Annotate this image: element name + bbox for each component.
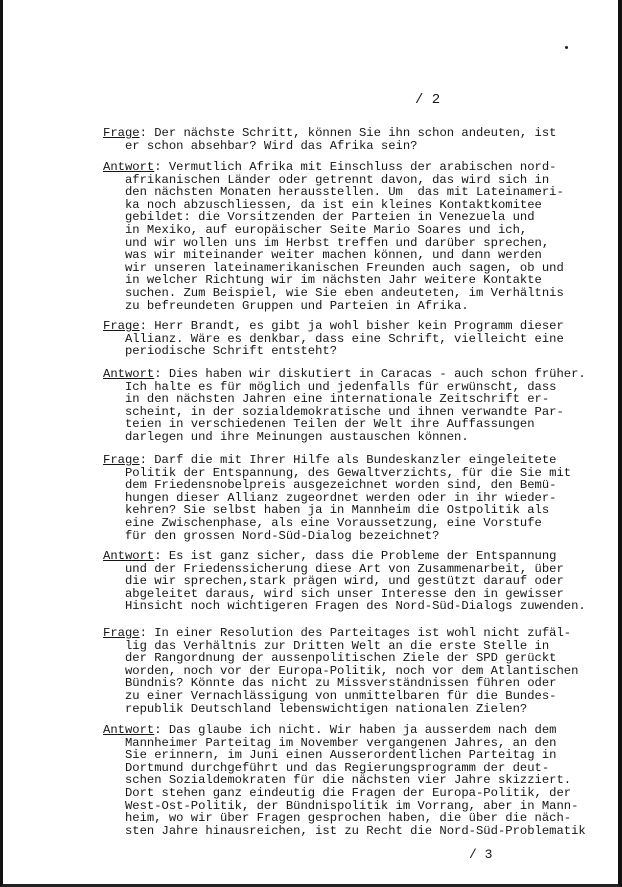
qa-block xyxy=(103,723,586,838)
qa-block xyxy=(103,454,583,542)
line-text: dem Friedensnobelpreis ausgezeichnet worden sind, den Bemü- xyxy=(103,478,557,493)
text-line xyxy=(103,140,583,153)
line-text: sten Jahre hinausreichen, ist zu Recht die Nord-Süd-Problematik xyxy=(103,823,586,838)
line-text: : Es ist ganz sicher, dass die Probleme der Entspannung xyxy=(154,549,557,563)
text-line xyxy=(103,345,583,358)
line-text: : Darf die mit Ihrer Hilfe als Bundeskanzler eingeleitete xyxy=(139,453,557,467)
line-text: Sie erinnern, im Juni einen Ausserordentlichen Parteitag in xyxy=(103,748,557,763)
qa-block xyxy=(103,161,583,312)
line-text: den nächsten Monaten herausstellen. Um das mit Lateinameri- xyxy=(103,185,564,200)
line-text: periodische Schrift entsteht? xyxy=(103,344,338,359)
qa-block xyxy=(103,367,586,444)
line-text: republik Deutschland lebenswichtigen nationalen Zielen? xyxy=(103,701,528,716)
line-text: : Dies haben wir diskutiert in Caracas - auch schon früher. xyxy=(154,367,586,381)
scan-speck xyxy=(565,46,568,49)
text-line xyxy=(103,530,583,543)
line-text: schen Sozialdemokraten für die nächsten vier Jahre skizziert. xyxy=(103,773,572,788)
line-text: der Rangordnung der aussenpolitischen Ziele der SPD gerückt xyxy=(103,651,557,666)
qa-block xyxy=(103,549,586,614)
line-text: afrikanischen Länder oder getrennt davon, das wird sich in xyxy=(103,172,550,187)
line-text: heim, wo wir über Fragen gesprochen haben, die über die näch- xyxy=(103,811,572,826)
line-text: was wir miteinander weiter machen können, und dann werden xyxy=(103,248,542,263)
line-text: lig das Verhältnis zur Dritten Welt an die erste Stelle in xyxy=(103,638,550,653)
line-text: und wir wollen uns im Herbst treffen und darüber sprechen, xyxy=(103,235,550,250)
line-text: Hinsicht noch wichtigeren Fragen des Nord-Süd-Dialogs zuwenden. xyxy=(103,599,586,614)
speaker-label: Frage xyxy=(103,319,140,333)
line-text: worden, noch vor der Europa-Politik, noch vor dem Atlantischen xyxy=(103,663,579,678)
line-text: scheint, in der sozialdemokratische und ihnen verwandte Par- xyxy=(103,404,564,419)
line-text: Bündnis? Könnte das nicht zu Missverständnissen führen oder xyxy=(103,676,557,691)
line-text: Dort stehen ganz eindeutig die Fragen der Europa-Politik, der xyxy=(103,785,572,800)
text-line xyxy=(103,823,586,838)
line-text: : Herr Brandt, es gibt ja wohl bisher kein Programm dieser xyxy=(139,319,564,333)
line-text: Mannheimer Parteitag im November vergangenen Jahres, an den xyxy=(103,735,557,750)
text-line xyxy=(103,300,583,313)
line-text: darlegen und ihre Meinungen austauschen können. xyxy=(103,429,469,444)
line-text: er schon absehbar? Wird das Afrika sein? xyxy=(103,138,418,153)
line-text: in Mexiko, auf europäischer Seite Mario Soares und ich, xyxy=(103,222,528,237)
line-text: zu einer Vernachlässigung von unmittelbaren für die Bundes- xyxy=(103,688,557,703)
line-text: : Vermutlich Afrika mit Einschluss der arabischen nord- xyxy=(154,160,557,174)
line-text: Dortmund durchgeführt und das Regierungsprogramm der deut- xyxy=(103,760,550,775)
line-text: : Der nächste Schritt, können Sie ihn schon andeuten, ist xyxy=(139,126,557,140)
speaker-label: Antwort xyxy=(103,367,155,381)
line-text: eine Zwischenphase, als eine Voraussetzung, eine Vorstufe xyxy=(103,515,542,530)
page-number-bottom: / 3 xyxy=(469,847,493,862)
line-text: Politik der Entspannung, des Gewaltverzichts, für die Sie mit xyxy=(103,465,572,480)
line-text: suchen. Zum Beispiel, wie Sie eben andeuteten, im Verhältnis xyxy=(103,285,564,300)
line-text: hungen dieser Allianz zugeordnet werden oder in ihr wieder- xyxy=(103,490,557,505)
speaker-label: Frage xyxy=(103,126,140,140)
line-text: Ich halte es für möglich und jedenfalls für erwünscht, dass xyxy=(103,379,557,394)
line-text: wir unseren lateinamerikanischen Freunden auch sagen, ob und xyxy=(103,260,564,275)
speaker-label: Antwort xyxy=(103,160,155,174)
line-text: für den grossen Nord-Süd-Dialog bezeichnet? xyxy=(103,528,440,543)
speaker-label: Antwort xyxy=(103,549,155,563)
speaker-label: Frage xyxy=(103,626,140,640)
text-line xyxy=(103,431,583,444)
speaker-label: Frage xyxy=(103,453,140,467)
line-text: : In einer Resolution des Parteitages ist wohl nicht zufäl- xyxy=(139,626,572,640)
text-line xyxy=(103,599,586,614)
line-text: West-Ost-Politik, der Bündnispolitik im Vorrang, aber in Mann- xyxy=(103,798,579,813)
line-text: ka noch abzuschliessen, da ist ein kleines Kontaktkomitee xyxy=(103,197,542,212)
qa-block xyxy=(103,627,583,715)
text-line xyxy=(103,703,583,716)
speaker-label: Antwort xyxy=(103,723,155,737)
page-number-top: / 2 xyxy=(415,92,441,108)
qa-block xyxy=(103,320,583,358)
line-text: gebildet: die Vorsitzenden der Parteien in Venezuela und xyxy=(103,210,535,225)
line-text: Allianz. Wäre es denkbar, dass eine Schrift, vielleicht eine xyxy=(103,331,564,346)
line-text: kehren? Sie selbst haben ja in Mannheim die Ostpolitik als xyxy=(103,503,550,518)
line-text: : Das glaube ich nicht. Wir haben ja ausserdem nach dem xyxy=(154,723,557,737)
line-text: in den nächsten Jahren eine internationale Zeitschrift er- xyxy=(103,392,550,407)
line-text: zu befreundeten Gruppen und Parteien in Afrika. xyxy=(103,298,469,313)
line-text: und der Friedenssicherung diese Art von Zusammenarbeit, über xyxy=(103,561,564,576)
line-text: die wir sprechen,stark prägen wird, und gestützt darauf oder xyxy=(103,574,564,589)
line-text: abgeleitet daraus, wird sich unser Interesse den in gewisser xyxy=(103,586,564,601)
qa-block xyxy=(103,127,583,152)
line-text: in welcher Richtung wir im nächsten Jahr weitere Kontakte xyxy=(103,273,542,288)
line-text: teien in verschiedenen Teilen der Welt ihre Auffassungen xyxy=(103,417,535,432)
